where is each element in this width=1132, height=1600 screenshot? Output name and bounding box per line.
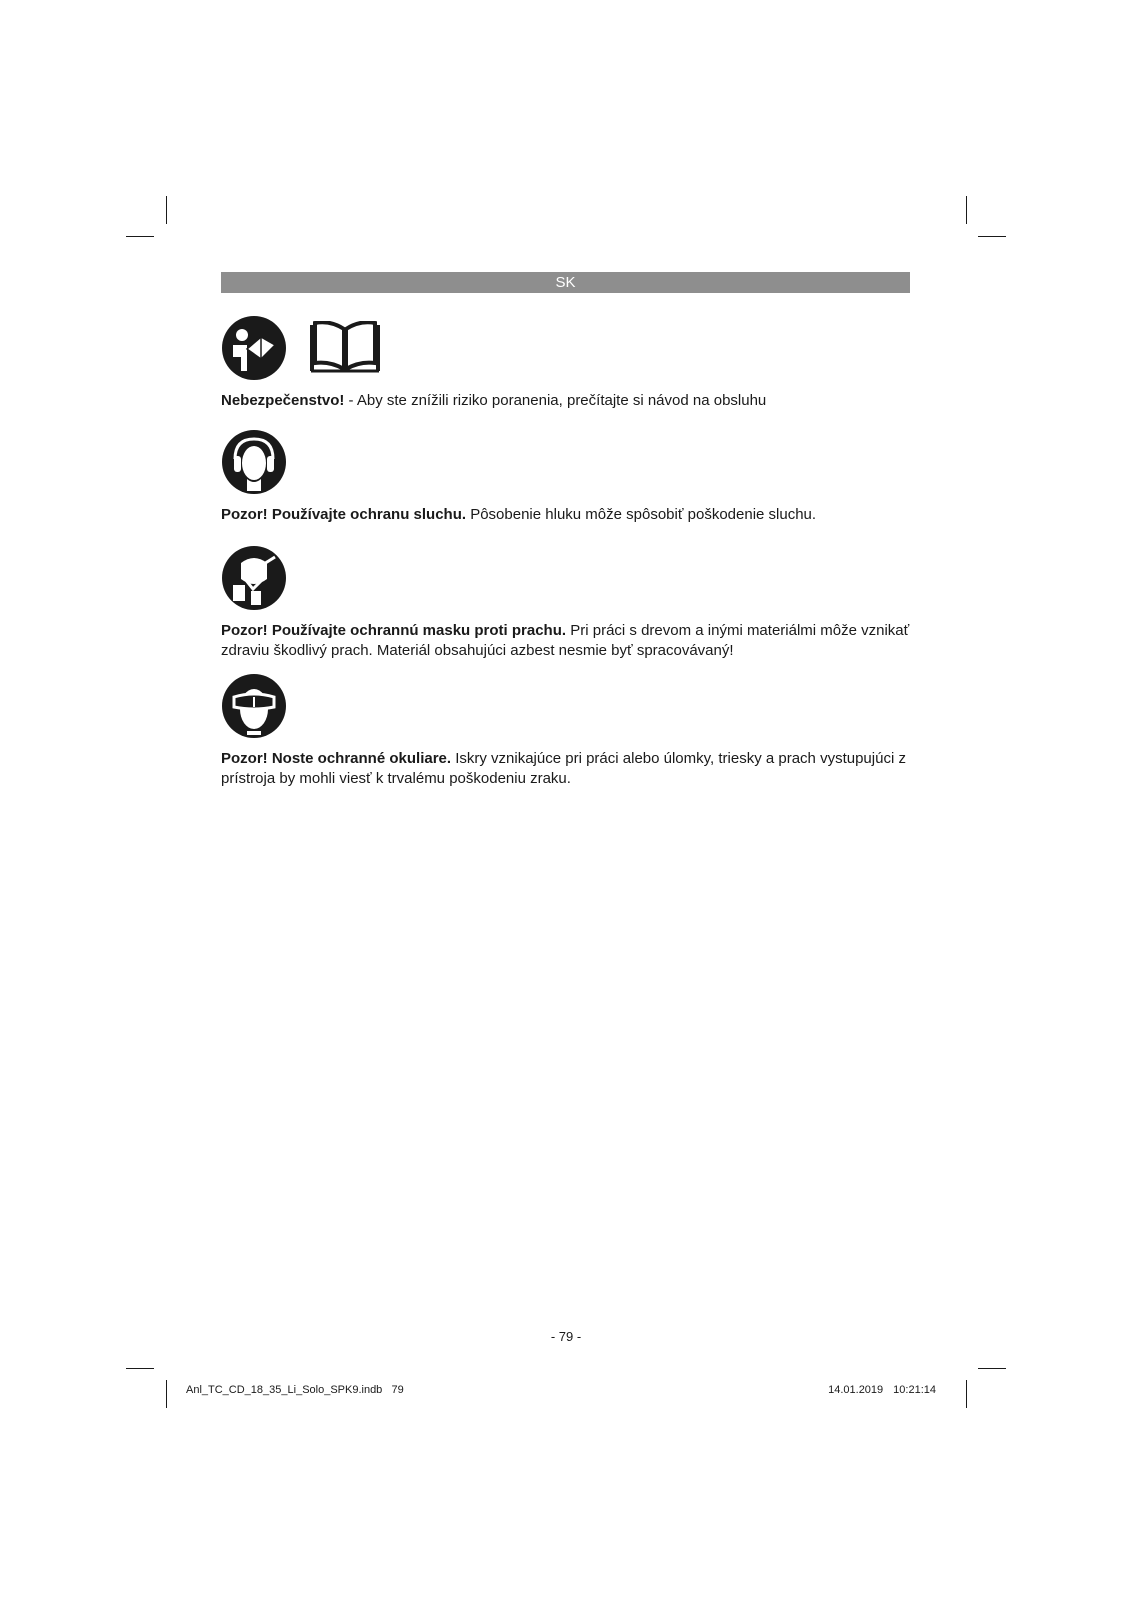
- icon-row: [221, 429, 911, 495]
- open-book-icon: [309, 321, 381, 375]
- warning-heading: Pozor! Používajte ochrannú masku proti prachu.: [221, 622, 567, 639]
- safety-section-read-manual: [221, 315, 911, 411]
- crop-mark: [126, 236, 154, 237]
- warning-heading: Nebezpečenstvo!: [221, 392, 345, 409]
- crop-mark: [966, 1380, 967, 1408]
- safety-text: [221, 391, 911, 411]
- icon-row: [221, 315, 911, 381]
- warning-body: - Aby ste znížili riziko poranenia, prečítajte si návod na obsluhu: [344, 392, 767, 409]
- safety-section-dust-mask: [221, 545, 911, 660]
- footer-timestamp: [828, 1384, 936, 1396]
- language-header-bar: [221, 272, 910, 293]
- footer-file-name: Anl_TC_CD_18_35_Li_Solo_SPK9.indb 79: [186, 1384, 404, 1396]
- crop-mark: [166, 1380, 167, 1408]
- safety-text: [221, 505, 911, 525]
- safety-section-goggles: [221, 673, 911, 788]
- warning-body: Pri práci s drevom a inými materiálmi môže vznikať zdraviu škodlivý prach. Materiál obsahujúci azbest nesmie byť spracovávaný!: [221, 622, 910, 659]
- warning-body: Pôsobenie hluku môže spôsobiť poškodenie sluchu.: [466, 506, 817, 523]
- footer-date: 14.01.2019: [828, 1384, 884, 1396]
- safety-section-hearing: [221, 429, 911, 525]
- crop-mark: [978, 236, 1006, 237]
- crop-mark: [126, 1368, 154, 1369]
- warning-heading: Pozor! Noste ochranné okuliare.: [221, 750, 452, 767]
- crop-mark: [978, 1368, 1006, 1369]
- warning-heading: Pozor! Používajte ochranu sluchu.: [221, 506, 467, 523]
- language-label: SK: [555, 274, 576, 291]
- safety-goggles-icon: [221, 673, 287, 739]
- dust-mask-icon: [221, 545, 287, 611]
- crop-mark: [166, 196, 167, 224]
- hearing-protection-icon: [221, 429, 287, 495]
- read-manual-person-icon: [221, 315, 287, 381]
- footer-time: 10:21:14: [893, 1384, 936, 1396]
- icon-row: [221, 673, 911, 739]
- safety-text: [221, 621, 911, 660]
- icon-row: [221, 545, 911, 611]
- safety-text: [221, 749, 911, 788]
- warning-body: Iskry vznikajúce pri práci alebo úlomky, triesky a prach vystupujúci z prístroja by mohli viesť k trvalému poškodeniu zraku.: [221, 750, 906, 787]
- crop-mark: [966, 196, 967, 224]
- page-number: - 79 -: [550, 1329, 582, 1344]
